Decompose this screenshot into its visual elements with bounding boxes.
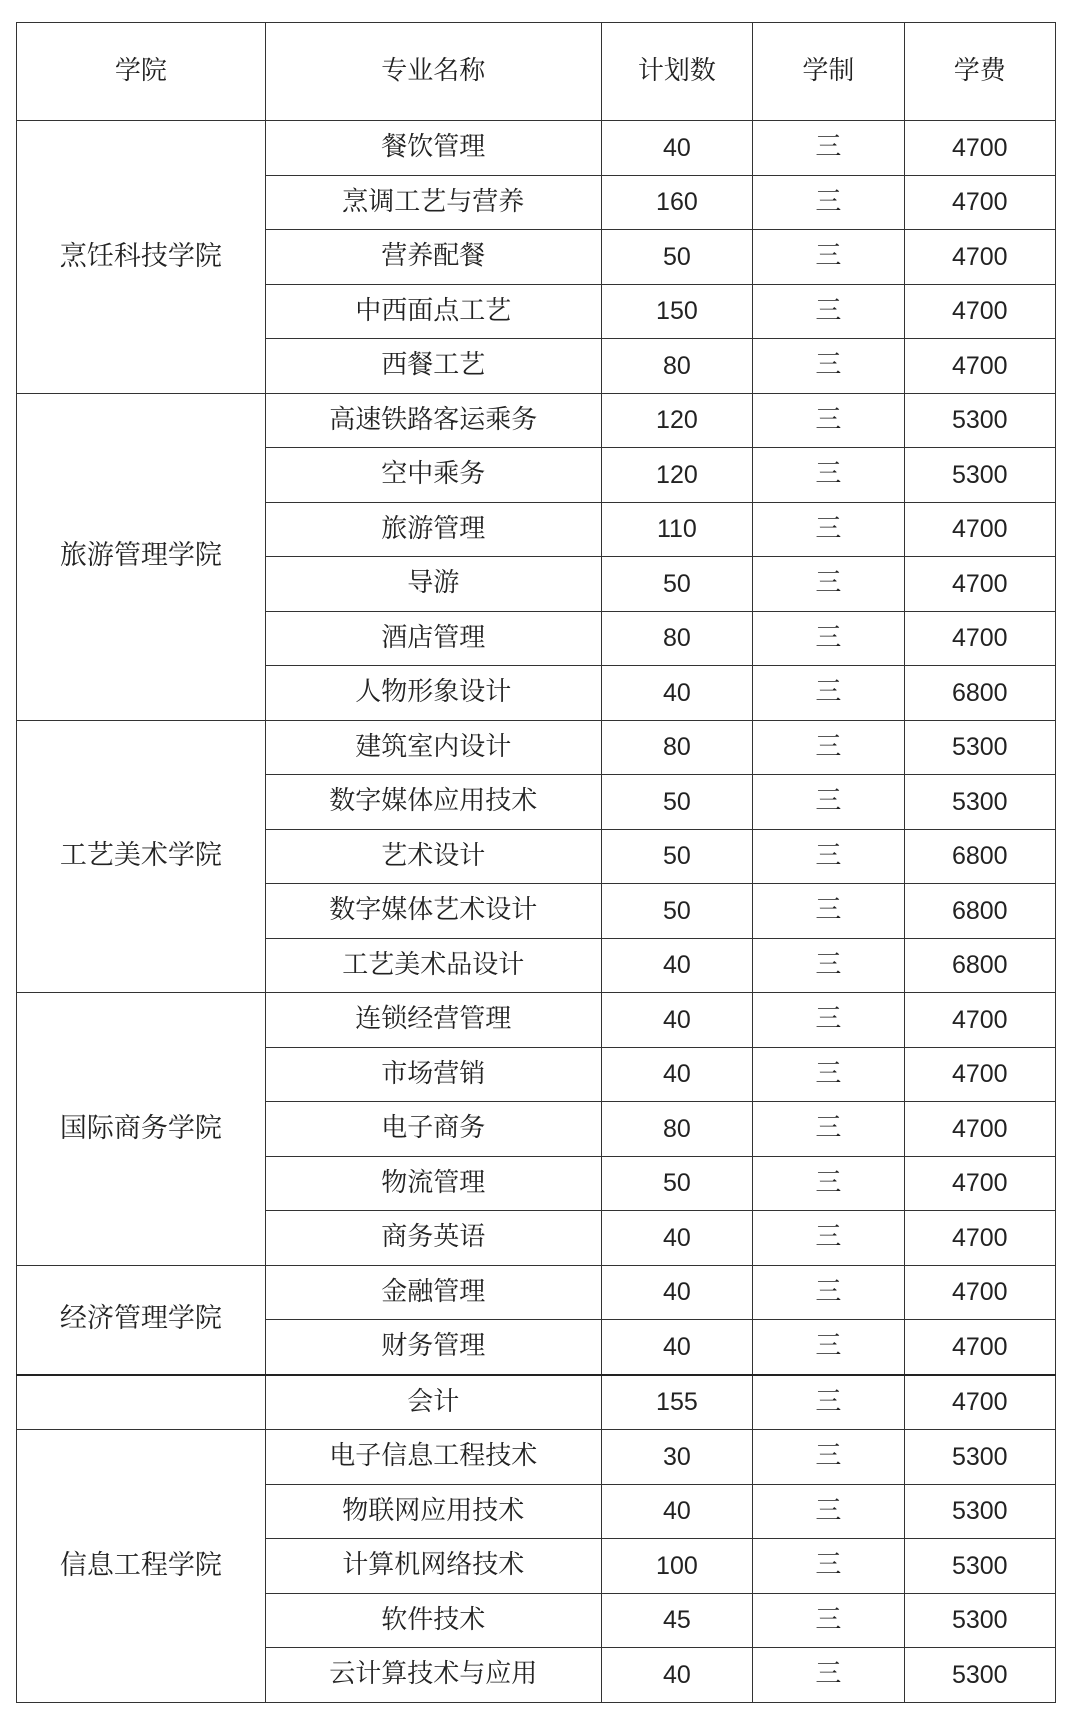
- college-cell: 旅游管理学院: [17, 393, 266, 720]
- tuition-cell: 4700: [904, 557, 1055, 612]
- table-body: [17, 121, 1056, 1703]
- major-cell: 餐饮管理: [265, 121, 601, 176]
- plan-count-cell: 50: [601, 884, 752, 939]
- plan-count-cell: 40: [601, 1648, 752, 1703]
- plan-count-cell: 155: [601, 1375, 752, 1430]
- plan-count-cell: 50: [601, 775, 752, 830]
- plan-count-cell: 40: [601, 1265, 752, 1320]
- college-cell: 烹饪科技学院: [17, 121, 266, 394]
- major-cell: 云计算技术与应用: [265, 1648, 601, 1703]
- major-cell: 金融管理: [265, 1265, 601, 1320]
- major-cell: 导游: [265, 557, 601, 612]
- tuition-cell: 5300: [904, 448, 1055, 503]
- study-years-cell: 三: [753, 1156, 904, 1211]
- college-cell: 国际商务学院: [17, 993, 266, 1266]
- study-years-cell: 三: [753, 884, 904, 939]
- major-cell: 营养配餐: [265, 230, 601, 285]
- study-years-cell: 三: [753, 1211, 904, 1266]
- plan-count-cell: 40: [601, 1211, 752, 1266]
- major-cell: 西餐工艺: [265, 339, 601, 394]
- study-years-cell: 三: [753, 1539, 904, 1594]
- tuition-cell: 4700: [904, 502, 1055, 557]
- plan-count-cell: 120: [601, 393, 752, 448]
- table-row: [17, 1265, 1056, 1320]
- table-row: [17, 121, 1056, 176]
- study-years-cell: 三: [753, 1047, 904, 1102]
- study-years-cell: 三: [753, 1430, 904, 1485]
- major-cell: 酒店管理: [265, 611, 601, 666]
- major-cell: 财务管理: [265, 1320, 601, 1375]
- study-years-cell: 三: [753, 1375, 904, 1430]
- plan-count-cell: 50: [601, 557, 752, 612]
- study-years-cell: 三: [753, 175, 904, 230]
- college-cell: 经济管理学院: [17, 1265, 266, 1375]
- study-years-cell: 三: [753, 284, 904, 339]
- plan-count-cell: 80: [601, 611, 752, 666]
- major-cell: 会计: [265, 1375, 601, 1430]
- major-cell: 数字媒体艺术设计: [265, 884, 601, 939]
- table-row: [17, 720, 1056, 775]
- enrollment-plan-table: [16, 22, 1056, 1703]
- tuition-cell: 4700: [904, 284, 1055, 339]
- plan-count-cell: 80: [601, 1102, 752, 1157]
- major-cell: 物流管理: [265, 1156, 601, 1211]
- study-years-cell: 三: [753, 557, 904, 612]
- table-row: [17, 1430, 1056, 1485]
- tuition-cell: 5300: [904, 1648, 1055, 1703]
- plan-count-cell: 120: [601, 448, 752, 503]
- tuition-cell: 5300: [904, 1593, 1055, 1648]
- major-cell: 商务英语: [265, 1211, 601, 1266]
- tuition-cell: 4700: [904, 1211, 1055, 1266]
- study-years-cell: 三: [753, 1320, 904, 1375]
- tuition-cell: 6800: [904, 666, 1055, 721]
- major-cell: 空中乘务: [265, 448, 601, 503]
- header-tuition: 学费: [904, 23, 1055, 121]
- major-cell: 人物形象设计: [265, 666, 601, 721]
- tuition-cell: 4700: [904, 1375, 1055, 1430]
- tuition-cell: 4700: [904, 993, 1055, 1048]
- study-years-cell: 三: [753, 938, 904, 993]
- plan-count-cell: 80: [601, 339, 752, 394]
- study-years-cell: 三: [753, 1484, 904, 1539]
- tuition-cell: 4700: [904, 230, 1055, 285]
- plan-count-cell: 50: [601, 230, 752, 285]
- table-row: [17, 1375, 1056, 1430]
- header-plan-count: 计划数: [601, 23, 752, 121]
- college-cell: 信息工程学院: [17, 1430, 266, 1703]
- study-years-cell: 三: [753, 230, 904, 285]
- tuition-cell: 6800: [904, 938, 1055, 993]
- plan-count-cell: 110: [601, 502, 752, 557]
- plan-count-cell: 50: [601, 829, 752, 884]
- plan-count-cell: 50: [601, 1156, 752, 1211]
- plan-count-cell: 40: [601, 1047, 752, 1102]
- tuition-cell: 5300: [904, 1539, 1055, 1594]
- study-years-cell: 三: [753, 1648, 904, 1703]
- tuition-cell: 4700: [904, 1156, 1055, 1211]
- tuition-cell: 5300: [904, 1484, 1055, 1539]
- tuition-cell: 4700: [904, 175, 1055, 230]
- plan-count-cell: 40: [601, 1320, 752, 1375]
- major-cell: 物联网应用技术: [265, 1484, 601, 1539]
- college-cell: 工艺美术学院: [17, 720, 266, 993]
- major-cell: 旅游管理: [265, 502, 601, 557]
- tuition-cell: 4700: [904, 1320, 1055, 1375]
- plan-count-cell: 45: [601, 1593, 752, 1648]
- tuition-cell: 4700: [904, 611, 1055, 666]
- study-years-cell: 三: [753, 502, 904, 557]
- tuition-cell: 5300: [904, 1430, 1055, 1485]
- tuition-cell: 5300: [904, 720, 1055, 775]
- study-years-cell: 三: [753, 775, 904, 830]
- study-years-cell: 三: [753, 121, 904, 176]
- study-years-cell: 三: [753, 720, 904, 775]
- major-cell: 高速铁路客运乘务: [265, 393, 601, 448]
- study-years-cell: 三: [753, 829, 904, 884]
- plan-count-cell: 40: [601, 1484, 752, 1539]
- header-row: [17, 23, 1056, 121]
- study-years-cell: 三: [753, 1593, 904, 1648]
- table-row: [17, 993, 1056, 1048]
- tuition-cell: 4700: [904, 1047, 1055, 1102]
- study-years-cell: 三: [753, 1102, 904, 1157]
- study-years-cell: 三: [753, 1265, 904, 1320]
- major-cell: 软件技术: [265, 1593, 601, 1648]
- major-cell: 工艺美术品设计: [265, 938, 601, 993]
- plan-count-cell: 40: [601, 993, 752, 1048]
- header-major: 专业名称: [265, 23, 601, 121]
- major-cell: 烹调工艺与营养: [265, 175, 601, 230]
- major-cell: 建筑室内设计: [265, 720, 601, 775]
- major-cell: 艺术设计: [265, 829, 601, 884]
- header-study-years: 学制: [753, 23, 904, 121]
- college-cell: [17, 1375, 266, 1430]
- major-cell: 市场营销: [265, 1047, 601, 1102]
- tuition-cell: 6800: [904, 884, 1055, 939]
- major-cell: 计算机网络技术: [265, 1539, 601, 1594]
- major-cell: 连锁经营管理: [265, 993, 601, 1048]
- major-cell: 电子商务: [265, 1102, 601, 1157]
- plan-count-cell: 40: [601, 121, 752, 176]
- plan-count-cell: 160: [601, 175, 752, 230]
- tuition-cell: 5300: [904, 775, 1055, 830]
- tuition-cell: 5300: [904, 393, 1055, 448]
- tuition-cell: 6800: [904, 829, 1055, 884]
- header-college: 学院: [17, 23, 266, 121]
- plan-count-cell: 40: [601, 666, 752, 721]
- tuition-cell: 4700: [904, 121, 1055, 176]
- major-cell: 电子信息工程技术: [265, 1430, 601, 1485]
- study-years-cell: 三: [753, 393, 904, 448]
- major-cell: 中西面点工艺: [265, 284, 601, 339]
- plan-count-cell: 40: [601, 938, 752, 993]
- study-years-cell: 三: [753, 339, 904, 394]
- plan-count-cell: 30: [601, 1430, 752, 1485]
- table-row: [17, 393, 1056, 448]
- study-years-cell: 三: [753, 666, 904, 721]
- plan-count-cell: 100: [601, 1539, 752, 1594]
- plan-count-cell: 150: [601, 284, 752, 339]
- study-years-cell: 三: [753, 993, 904, 1048]
- major-cell: 数字媒体应用技术: [265, 775, 601, 830]
- tuition-cell: 4700: [904, 339, 1055, 394]
- plan-count-cell: 80: [601, 720, 752, 775]
- tuition-cell: 4700: [904, 1265, 1055, 1320]
- tuition-cell: 4700: [904, 1102, 1055, 1157]
- study-years-cell: 三: [753, 611, 904, 666]
- study-years-cell: 三: [753, 448, 904, 503]
